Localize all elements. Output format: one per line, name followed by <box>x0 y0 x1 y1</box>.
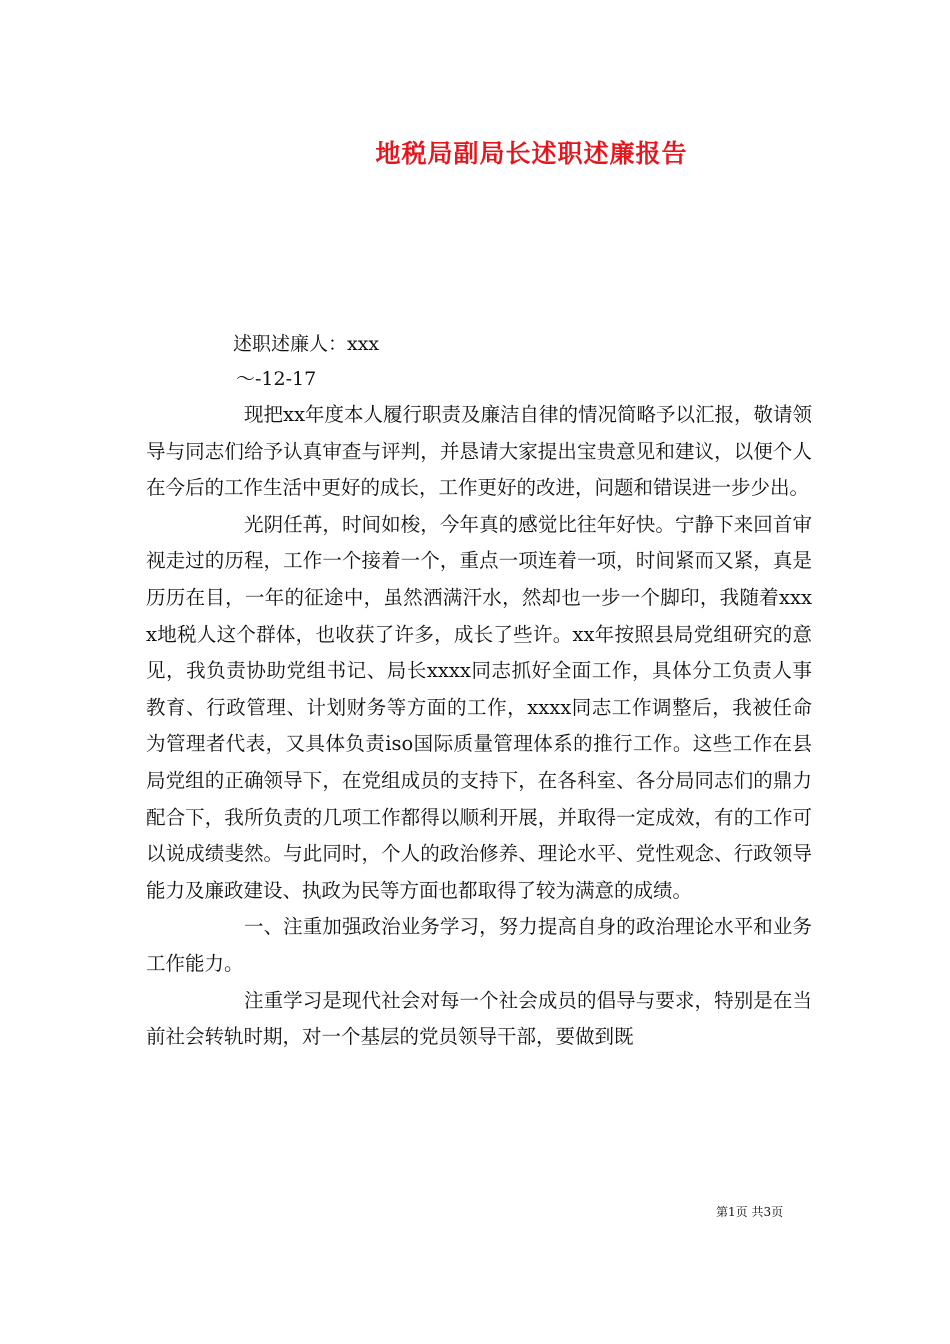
author-line: 述职述廉人：xxx <box>233 333 380 355</box>
document-body <box>146 397 812 1056</box>
document-title: 地税局副局长述职述廉报告 <box>375 139 688 168</box>
page-footer: 第1页 共3页 <box>716 1205 784 1219</box>
date-line: ～-12-17 <box>236 368 317 390</box>
paragraph-overview: 光阴任苒，时间如梭，今年真的感觉比往年好快。宁静下来回首审视走过的历程，工作一个接着一个，重点一项连着一项，时间紧而又紧，真是历历在目，一年的征途中，虽然洒满汗水，然却也一步一个脚印，我随着xxxx地税人这个群体，也收获了许多，成长了些许。xx年按照县局党组研究的意见，我负责协助党组书记、局长xxxx同志抓好全面工作，具体分工负责人事教育、行政管理、计划财务等方面的工作，xxxx同志工作调整后，我被任命为管理者代表，又具体负责iso国际质量管理体系的推行工作。这些工作在县局党组的正确领导下，在党组成员的支持下，在各科室、各分局同志们的鼎力配合下，我所负责的几项工作都得以顺利开展，并取得一定成效，有的工作可以说成绩斐然。与此同时，个人的政治修养、理论水平、党性观念、行政领导能力及廉政建设、执政为民等方面也都取得了较为满意的成绩。 <box>146 512 812 902</box>
section-heading-1: 一、注重加强政治业务学习，努力提高自身的政治理论水平和业务工作能力。 <box>146 915 812 975</box>
paragraph-intro: 现把xx年度本人履行职责及廉洁自律的情况简略予以汇报，敬请领导与同志们给予认真审查与评判，并恳请大家提出宝贵意见和建议，以便个人在今后的工作生活中更好的成长，工作更好的改进，问题和错误进一步少出。 <box>146 403 812 500</box>
paragraph-study: 注重学习是现代社会对每一个社会成员的倡导与要求，特别是在当前社会转轨时期，对一个基层的党员领导干部，要做到既 <box>146 988 812 1049</box>
